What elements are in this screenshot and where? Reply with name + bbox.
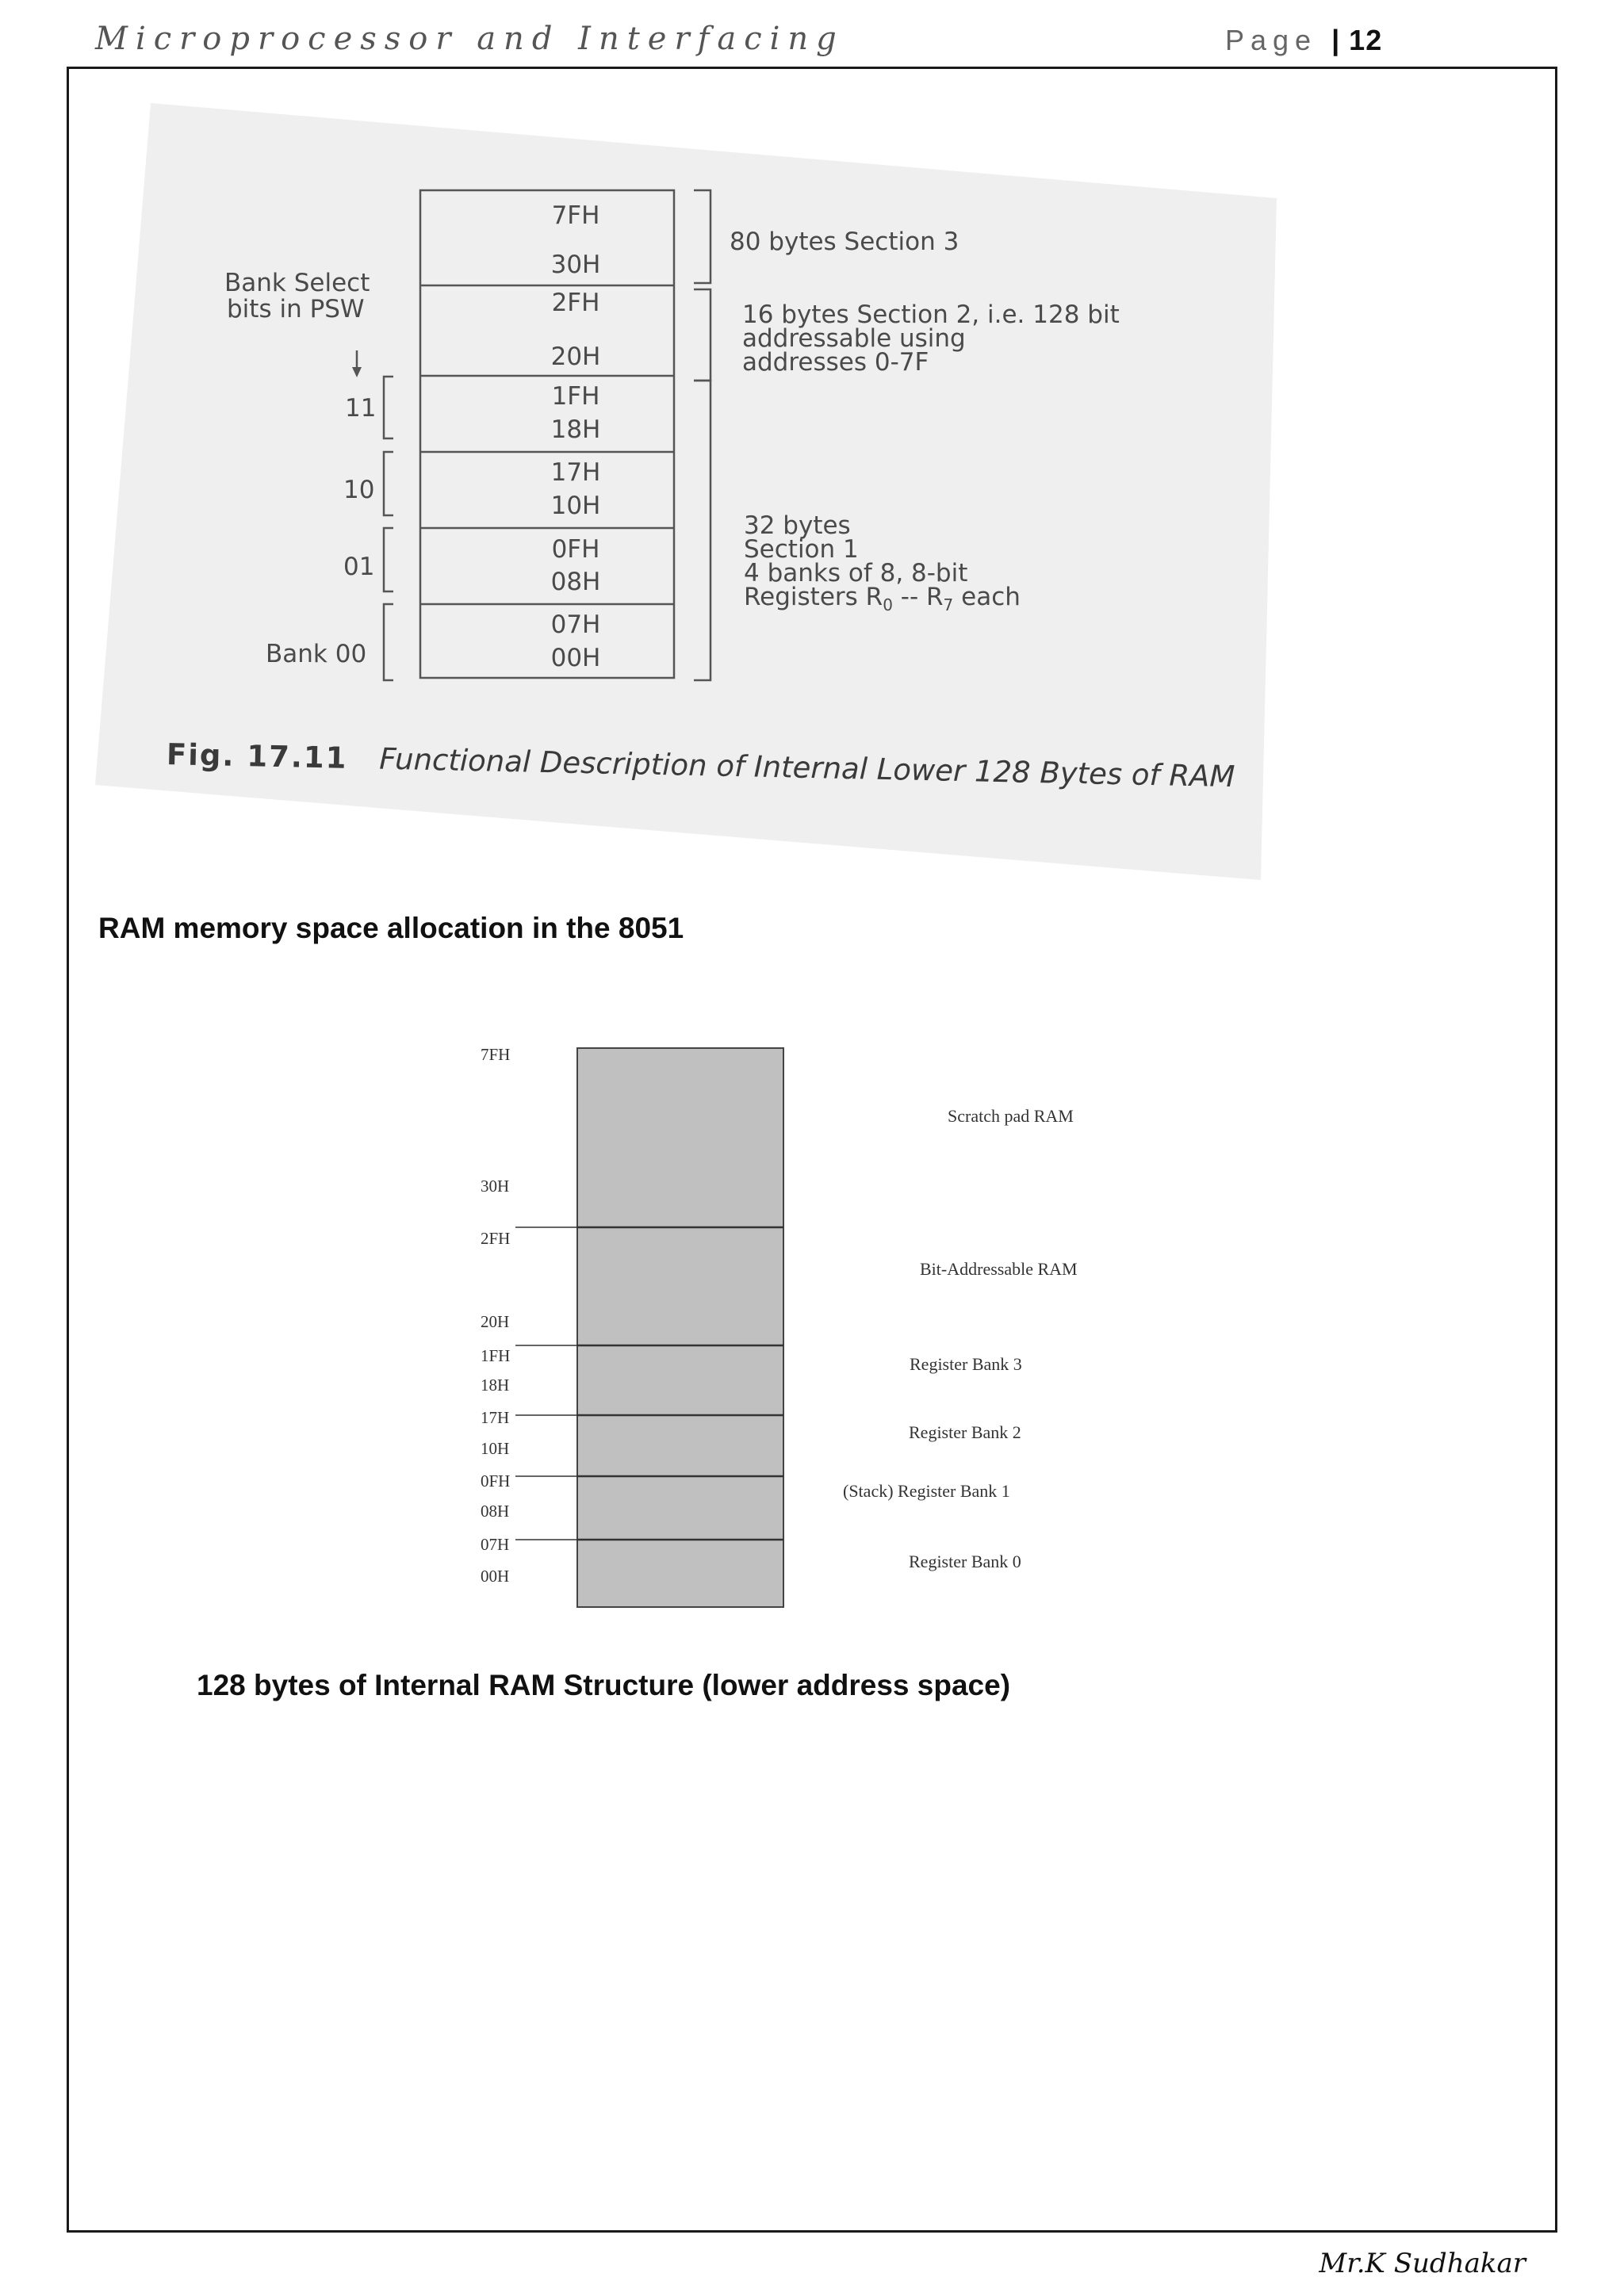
section-heading: RAM memory space allocation in the 8051 (98, 912, 684, 944)
address-label: 0FH (481, 1471, 511, 1490)
section2-label: 16 bytes Section 2, i.e. 128 bit (742, 300, 1120, 329)
bank-bits-01: 01 (343, 553, 375, 581)
bank-bits-11: 11 (345, 394, 377, 423)
cell-address: 2FH (551, 289, 600, 317)
bank-select-label-2: bits in PSW (227, 295, 365, 323)
section1-label-3: 4 banks of 8, 8-bit (744, 559, 968, 587)
region-label: Register Bank 0 (909, 1552, 1021, 1571)
region-label: (Stack) Register Bank 1 (843, 1481, 1010, 1501)
cell-address: 7FH (551, 201, 600, 230)
cell-address: 30H (550, 251, 601, 279)
section2-label-2: addressable using (742, 324, 966, 353)
figure1-caption-text: Functional Description of Internal Lower 128 Bytes of RAM (378, 741, 1235, 794)
address-label: 00H (481, 1567, 510, 1586)
address-label: 2FH (481, 1229, 511, 1248)
address-label: 07H (481, 1535, 510, 1554)
address-label: 17H (481, 1408, 510, 1427)
cell-address: 08H (550, 568, 601, 596)
cell-address: 20H (550, 342, 601, 371)
region-label: Register Bank 3 (910, 1354, 1022, 1374)
region-label: Bit-Addressable RAM (920, 1259, 1078, 1279)
bank-select-label: Bank Select (224, 269, 370, 297)
page-label: Page (1225, 24, 1318, 56)
document-title: Microprocessor and Interfacing (95, 21, 845, 57)
address-label: 20H (481, 1312, 510, 1331)
cell-address: 10H (550, 492, 601, 520)
cell-address: 00H (550, 644, 601, 672)
section1-label: 32 bytes (744, 511, 851, 540)
address-label: 30H (481, 1177, 510, 1196)
cell-address: 1FH (551, 382, 600, 411)
bank-bits-00: Bank 00 (266, 640, 367, 668)
address-label: 18H (481, 1376, 510, 1395)
cell-address: 17H (550, 458, 601, 487)
cell-address: 07H (550, 610, 601, 639)
page-indicator (1225, 24, 1382, 57)
section1-label-2: Section 1 (744, 535, 859, 564)
figure2-caption: 128 bytes of Internal RAM Structure (lower address space) (197, 1669, 1011, 1701)
address-label: 08H (481, 1502, 510, 1521)
page-header (95, 21, 1529, 68)
section2-label-3: addresses 0-7F (742, 348, 929, 377)
ram-structure-diagram (444, 1031, 1158, 1633)
address-label: 1FH (481, 1346, 511, 1365)
author-footer: Mr.K Sudhakar (1319, 2248, 1526, 2279)
cell-address: 18H (550, 415, 601, 444)
address-label: 7FH (481, 1045, 511, 1064)
section3-label: 80 bytes Section 3 (730, 228, 959, 256)
page-number: | 12 (1331, 24, 1383, 56)
scanned-figure (95, 95, 1285, 880)
region-label: Scratch pad RAM (948, 1106, 1074, 1126)
bank-bits-10: 10 (343, 476, 375, 504)
section1-label-4: Registers $R_0 -- R_7$ each (744, 583, 1021, 615)
address-label: 10H (481, 1439, 510, 1458)
cell-address: 0FH (551, 535, 600, 564)
figure1-number: Fig. 17.11 (166, 737, 348, 775)
region-label: Register Bank 2 (909, 1422, 1021, 1442)
